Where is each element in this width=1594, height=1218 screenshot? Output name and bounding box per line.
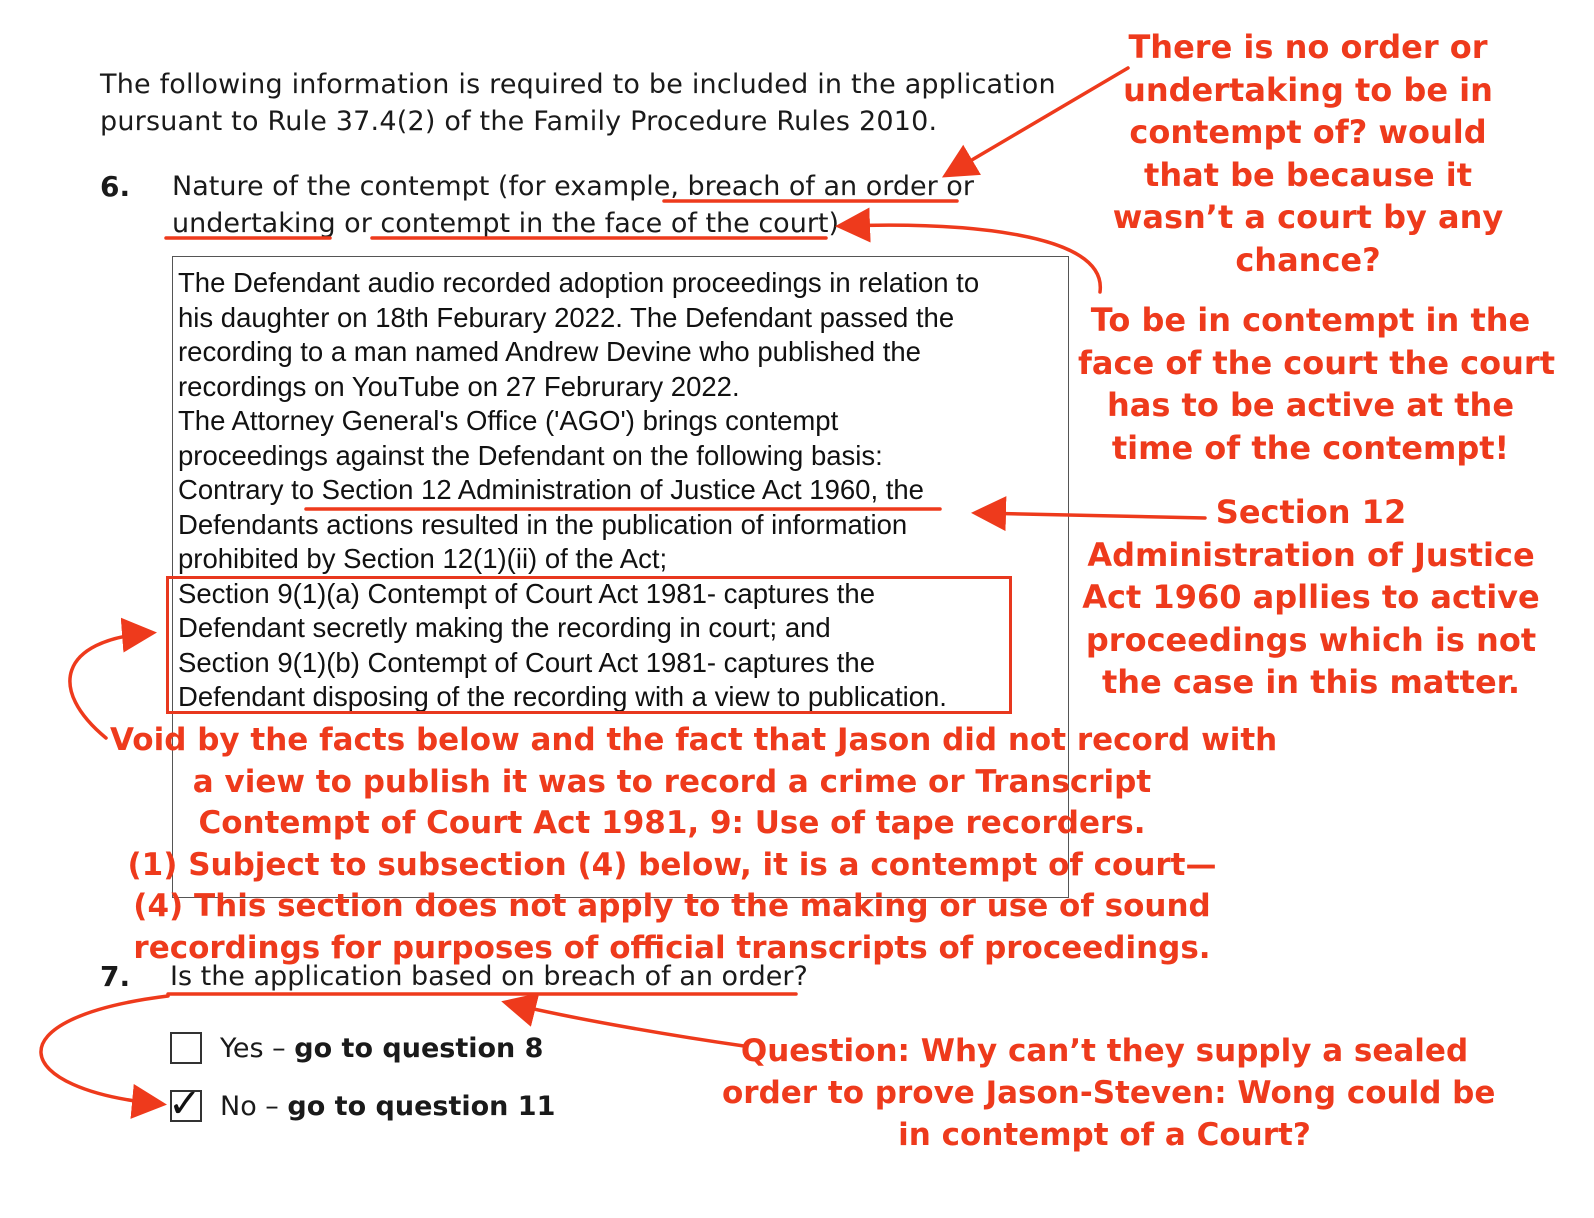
annotation-line: wasn’t a court by any (1112, 198, 1504, 236)
answer-line: Defendant secretly making the recording in court; and (178, 612, 831, 643)
annotation-line: the case in this matter. (1101, 663, 1521, 701)
answer-line: his daughter on 18th Feburary 2022. The Defendant passed the (178, 301, 955, 333)
annotation-line: Section 12 (1215, 493, 1407, 531)
arrow-to-face-of-court (842, 225, 1100, 292)
yes-dash: – (263, 1033, 295, 1064)
no-label: No (220, 1091, 257, 1122)
annotation-line: Administration of Justice (1087, 535, 1535, 574)
answer-line: Section 9(1)(b) Contempt of Court Act 1981- captures the (178, 646, 876, 678)
annotation-line: proceedings which is not (1085, 620, 1537, 659)
annotation-line: To be in contempt in the (1090, 301, 1531, 339)
annotation-line: There is no order or (1128, 28, 1488, 66)
annotation-line: Question: Why can’t they supply a sealed (740, 1033, 1469, 1069)
annotation-line: undertaking to be in (1123, 70, 1493, 109)
annotation-line: order to prove Jason-Steven: Wong could be (722, 1075, 1496, 1111)
yes-label: Yes (220, 1033, 264, 1064)
arrow-to-breach (948, 68, 1128, 174)
arrow-to-section-9 (70, 633, 150, 738)
question-7-number: 7. (100, 960, 131, 993)
annotation-line: in contempt of a Court? (898, 1117, 1311, 1153)
answer-line: recording to a man named Andrew Devine who published the (178, 336, 921, 367)
annotation-line: face of the court the court (1078, 343, 1555, 382)
answer-line: proceedings against the Defendant on the following basis: (178, 439, 883, 471)
annotation-line: (4) This section does not apply to the making or use of sound (133, 888, 1211, 924)
arrow-to-section-12 (978, 513, 1205, 518)
answer-line: Section 9(1)(a) Contempt of Court Act 1981- captures the (178, 577, 876, 609)
question-6-line: Nature of the contempt (for example, breach of an order or (172, 171, 974, 202)
answer-line: Defendants actions resulted in the publication of information (178, 508, 908, 540)
arrow-to-question-7 (508, 1003, 744, 1046)
annotation-line: Act 1960 apllies to active (1082, 578, 1540, 616)
answer-line: prohibited by Section 12(1)(ii) of the Act; (178, 543, 668, 574)
intro-line: The following information is required to be included in the application (100, 69, 1056, 100)
annotation-line: that be because it (1144, 155, 1472, 194)
annotation-line: contempt of? would (1129, 113, 1487, 151)
arrow-to-no-checkbox (41, 996, 168, 1104)
annotation-line: has to be active at the (1106, 386, 1515, 424)
no-dash: – (256, 1091, 288, 1122)
annotation-line: Void by the facts below and the fact that Jason did not record with (110, 722, 1278, 758)
annotation-line: chance? (1235, 240, 1381, 279)
annotation-line: time of the contempt! (1111, 428, 1510, 467)
check-mark-icon: ✓ (168, 1081, 202, 1127)
no-goto: go to question 11 (287, 1091, 556, 1122)
annotation-line: (1) Subject to subsection (4) below, it is a contempt of court— (127, 846, 1217, 883)
answer-line: Contrary to Section 12 Administration of Justice Act 1960, the (178, 474, 924, 505)
question-7-text: Is the application based on breach of an order? (170, 961, 808, 992)
question-6-number: 6. (100, 170, 131, 203)
answer-line: recordings on YouTube on 27 Februrary 2022. (178, 370, 740, 402)
intro-line: pursuant to Rule 37.4(2) of the Family Procedure Rules 2010. (100, 106, 938, 137)
answer-line: The Attorney General's Office ('AGO') brings contempt (178, 405, 839, 436)
answer-line: Defendant disposing of the recording with a view to publication. (178, 681, 947, 712)
annotation-line: Contempt of Court Act 1981, 9: Use of tape recorders. (198, 805, 1146, 841)
answer-line: The Defendant audio recorded adoption proceedings in relation to (178, 267, 980, 298)
annotation-line: a view to publish it was to record a crime or Transcript (192, 763, 1152, 800)
yes-goto: go to question 8 (294, 1033, 544, 1064)
question-6-line: undertaking or contempt in the face of the court) (172, 208, 840, 239)
annotation-line: recordings for purposes of official transcripts of proceedings. (133, 929, 1211, 966)
